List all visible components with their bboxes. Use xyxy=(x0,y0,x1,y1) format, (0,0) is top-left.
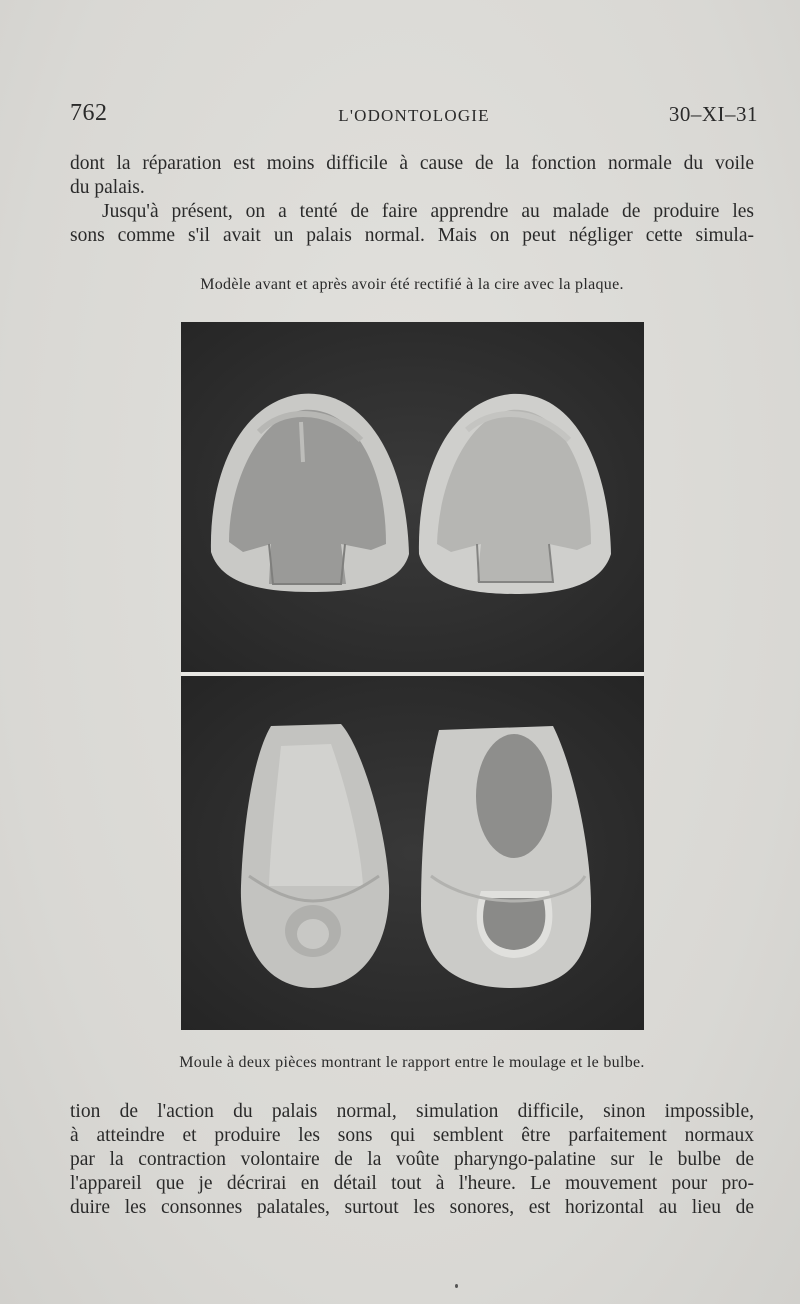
running-header xyxy=(70,100,758,132)
text-line: par la contraction volontaire de la voûte pharyngo-palatine sur le bulbe de xyxy=(70,1149,754,1170)
text-line: l'appareil que je décrirai en détail tout à l'heure. Le mouvement pour pro- xyxy=(70,1173,754,1194)
text-line: du palais. xyxy=(70,177,145,198)
text-line: dont la réparation est moins difficile à cause de la fonction normale du voile xyxy=(70,153,754,174)
paragraph-continued xyxy=(70,152,754,200)
text-line: sons comme s'il avait un palais normal. Mais on peut négliger cette simula- xyxy=(70,225,754,246)
text-line: duire les consonnes palatales, surtout les sonores, est horizontal au lieu de xyxy=(70,1197,754,1218)
journal-title: L'ODONTOLOGIE xyxy=(338,106,490,125)
figure-caption-bottom: Moule à deux pièces montrant le rapport entre le moulage et le bulbe. xyxy=(179,1054,645,1071)
figure-caption-top: Modèle avant et après avoir été rectifié à la cire avec la plaque. xyxy=(200,276,624,293)
text-line: tion de l'action du palais normal, simulation difficile, sinon impossible, xyxy=(70,1101,754,1122)
photo-two-piece-mould xyxy=(181,676,644,1030)
paragraph-main xyxy=(70,1100,754,1220)
photo-palate-models xyxy=(181,322,644,672)
mould-right xyxy=(421,726,591,988)
text-line: à atteindre et produire les sons qui semblent être parfaitement normaux xyxy=(70,1125,754,1146)
page-number: 762 xyxy=(70,100,108,126)
issue-date: 30–XI–31 xyxy=(668,102,758,126)
print-speck xyxy=(455,1284,458,1288)
paragraph xyxy=(70,200,754,248)
text-line: Jusqu'à présent, on a tenté de faire apprendre au malade de produire les xyxy=(102,201,754,222)
